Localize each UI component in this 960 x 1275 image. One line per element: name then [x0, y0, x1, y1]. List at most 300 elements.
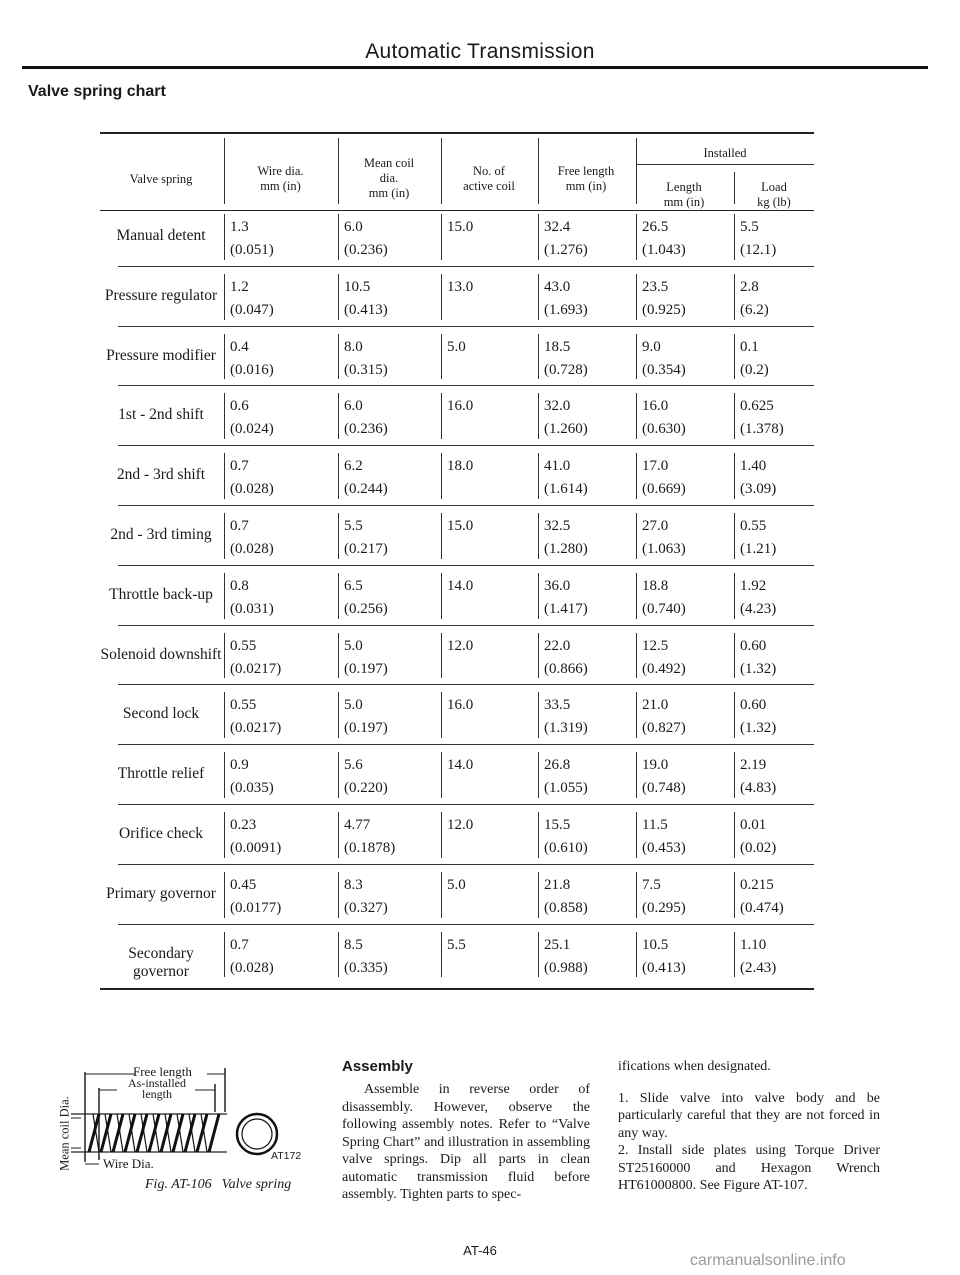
free-length-label: Free length [133, 1064, 192, 1079]
cell-free [544, 694, 588, 740]
column-divider [441, 453, 442, 499]
cell-coil-line: (0.197) [344, 720, 388, 737]
cell-active: 16.0 [447, 398, 474, 415]
cell-free-line: 32.4 [544, 219, 571, 235]
cell-wire-line: 0.4 [230, 338, 249, 355]
cell-coil-line: 8.0 [344, 338, 363, 355]
cell-coil-line: (0.236) [344, 421, 388, 438]
cell-wire [230, 874, 281, 920]
cell-load [740, 635, 776, 681]
column-divider [636, 274, 637, 320]
column-divider [441, 334, 442, 380]
cell-length [642, 874, 686, 920]
section-title: Valve spring chart [28, 83, 166, 100]
cell-wire [230, 575, 274, 621]
cell-length-line: (0.453) [642, 840, 686, 856]
cell-free [544, 515, 588, 561]
row-label: Second lock [122, 705, 200, 723]
watermark: carmanualsonline.info [690, 1252, 846, 1269]
column-divider [224, 932, 225, 978]
cell-length [642, 515, 686, 561]
header-free-length-line1: Free length [557, 164, 615, 178]
cell-length [642, 455, 686, 501]
header-mean-coil-line1: Mean coil [363, 156, 415, 170]
cell-wire [230, 515, 274, 561]
header-length-line2: mm (in) [663, 195, 705, 209]
cell-load-line: (1.32) [740, 720, 777, 737]
cell-free [544, 754, 588, 800]
header-length-line1: Length [666, 180, 702, 194]
cell-wire-line: 0.7 [230, 458, 249, 475]
column-divider [441, 513, 442, 559]
cell-load-line: 2.19 [740, 757, 767, 774]
cell-wire-line: 0.8 [230, 577, 249, 594]
cell-coil-line: 6.5 [344, 577, 363, 594]
cell-free [544, 934, 588, 980]
cell-coil-line: 8.5 [344, 936, 363, 953]
cell-load [740, 216, 776, 262]
cell-length-line: (0.827) [642, 720, 686, 737]
column-divider [734, 453, 735, 499]
installed-length-label-line2: length [142, 1087, 172, 1101]
cell-wire-line: (0.016) [230, 361, 274, 378]
column-divider [538, 513, 539, 559]
cell-coil-line: 10.5 [344, 278, 371, 295]
column-divider [538, 573, 539, 619]
cell-free-line: (0.728) [544, 361, 588, 378]
cell-load-line: (12.1) [740, 242, 777, 258]
cell-wire-line: 1.3 [230, 219, 249, 235]
cell-length [642, 276, 686, 322]
installed-length-label [117, 1078, 197, 1100]
cell-free-line: (0.610) [544, 840, 588, 856]
cell-load-line: (6.2) [740, 301, 769, 318]
page-number: AT-46 [463, 1243, 497, 1258]
row-separator [118, 804, 814, 805]
valve-spring-figure [55, 1052, 325, 1222]
cell-load [740, 276, 769, 322]
column-divider [636, 214, 637, 260]
cell-length-line: 21.0 [642, 697, 669, 714]
header-rule [22, 66, 928, 69]
cell-load-line: 1.40 [740, 458, 767, 475]
header-load [734, 180, 814, 210]
cell-coil [344, 515, 388, 561]
cell-free-line: (1.280) [544, 541, 588, 557]
header-installed: Installed [703, 146, 747, 160]
column-divider [636, 692, 637, 738]
cell-wire-line: (0.0217) [230, 660, 282, 677]
header-wire-dia-line2: mm (in) [260, 179, 301, 193]
cell-load-line: (4.23) [740, 600, 777, 617]
column-divider [734, 393, 735, 439]
cell-coil-line: 5.0 [344, 637, 363, 654]
row-separator [118, 505, 814, 506]
column-divider [636, 932, 637, 978]
cell-length [642, 395, 686, 441]
cell-wire [230, 694, 281, 740]
column-divider [441, 872, 442, 918]
row-label: Secondary governor [128, 944, 194, 980]
cell-active: 13.0 [447, 278, 474, 295]
cell-length-line: (0.413) [642, 959, 686, 976]
column-divider [338, 214, 339, 260]
column-divider [224, 274, 225, 320]
cell-free [544, 395, 588, 441]
cell-active: 15.0 [447, 518, 474, 534]
continuation-text: ifications when designated. [618, 1059, 771, 1074]
cell-free-line: (1.319) [544, 720, 588, 737]
header-active-coil-line2: active coil [463, 179, 515, 193]
cell-active: 12.0 [447, 817, 474, 833]
installed-length-label-line1: As-installed [128, 1076, 186, 1090]
cell-length-line: 12.5 [642, 637, 669, 654]
header-divider [734, 172, 735, 204]
cell-length-line: 18.8 [642, 577, 669, 594]
column-divider [734, 214, 735, 260]
cell-length-line: (0.740) [642, 600, 686, 617]
cell-load [740, 874, 784, 920]
row-label: Manual detent [116, 227, 206, 244]
cell-coil-line: 5.0 [344, 697, 363, 714]
column-divider [734, 633, 735, 679]
column-divider [538, 692, 539, 738]
cell-wire-line: (0.0177) [230, 899, 282, 916]
cell-coil-line: 5.5 [344, 518, 363, 534]
column-divider [734, 932, 735, 978]
column-divider [441, 932, 442, 978]
column-divider [538, 453, 539, 499]
header-divider [224, 138, 225, 204]
header-load-line1: Load [761, 180, 787, 194]
row-separator [118, 326, 814, 327]
column-divider [224, 573, 225, 619]
cell-wire-line: 0.7 [230, 936, 249, 953]
wire-dia-label: Wire Dia. [103, 1156, 154, 1171]
row-separator [118, 565, 814, 566]
cell-wire-line: 0.55 [230, 697, 257, 714]
cell-coil-line: (0.217) [344, 541, 388, 557]
cell-load-line: (3.09) [740, 481, 777, 498]
cell-active: 14.0 [447, 757, 474, 774]
cell-wire [230, 934, 274, 980]
header-bottom-rule [100, 210, 814, 211]
cell-wire-line: (0.028) [230, 481, 274, 498]
cell-coil [344, 874, 388, 920]
cell-length [642, 575, 686, 621]
cell-load [740, 336, 769, 382]
cell-length-line: (0.630) [642, 421, 686, 438]
cell-wire-line: (0.031) [230, 600, 274, 617]
cell-load-line: (1.21) [740, 541, 777, 557]
cell-free [544, 814, 588, 860]
cell-load-line: (1.32) [740, 660, 777, 677]
cell-free-line: (1.417) [544, 600, 588, 617]
cell-coil-line: 5.6 [344, 757, 363, 774]
cell-wire-line: 1.2 [230, 278, 249, 295]
cell-active: 5.0 [447, 338, 466, 355]
column-divider [441, 633, 442, 679]
column-divider [636, 812, 637, 858]
cell-load-line: (0.2) [740, 361, 769, 378]
column-divider [636, 334, 637, 380]
row-separator [118, 864, 814, 865]
cell-coil [344, 395, 388, 441]
cell-wire [230, 754, 274, 800]
cell-free-line: 32.5 [544, 518, 571, 534]
cell-free-line: (0.858) [544, 899, 588, 916]
header-mean-coil [338, 156, 440, 201]
page-header-title: Automatic Transmission [365, 40, 595, 63]
row-label: Primary governor [106, 884, 216, 902]
cell-active: 16.0 [447, 697, 474, 714]
cell-wire-line: (0.0091) [230, 840, 282, 856]
cell-wire-line: 0.7 [230, 518, 249, 534]
column-divider [538, 334, 539, 380]
cell-load [740, 814, 776, 860]
column-divider [636, 752, 637, 798]
assembly-column [342, 1081, 590, 1204]
row-separator [118, 266, 814, 267]
cell-wire-line: (0.024) [230, 421, 274, 438]
header-divider [538, 138, 539, 204]
header-mean-coil-line2: dia. [379, 171, 399, 185]
cell-coil [344, 455, 388, 501]
header-mean-coil-line3: mm (in) [368, 186, 410, 200]
column-divider [338, 872, 339, 918]
row-label: Pressure modifier [106, 346, 216, 364]
row-separator [118, 385, 814, 386]
cell-coil [344, 575, 388, 621]
column-divider [734, 872, 735, 918]
figure-caption-id: Fig. AT-106 [145, 1177, 212, 1192]
cell-free-line: (1.276) [544, 242, 588, 258]
column-divider [538, 872, 539, 918]
cell-length-line: (1.043) [642, 242, 686, 258]
cell-length-line: (0.925) [642, 301, 686, 318]
column-divider [338, 752, 339, 798]
cell-length [642, 336, 686, 382]
cell-wire-line: 0.23 [230, 817, 257, 833]
cell-load-line: (2.43) [740, 959, 777, 976]
right-column [618, 1058, 880, 1195]
column-divider [538, 812, 539, 858]
cell-free [544, 575, 588, 621]
header-valve-spring: Valve spring [129, 172, 193, 186]
cell-load-line: 0.60 [740, 637, 767, 654]
header-wire-dia [224, 164, 337, 194]
column-divider [338, 932, 339, 978]
cell-length-line: (0.354) [642, 361, 686, 378]
installed-header-rule [636, 164, 814, 165]
cell-load-line: 0.215 [740, 876, 774, 893]
column-divider [224, 872, 225, 918]
cell-length [642, 216, 686, 262]
column-divider [538, 393, 539, 439]
column-divider [636, 393, 637, 439]
cell-free-line: (1.260) [544, 421, 588, 438]
cell-length-line: 27.0 [642, 518, 669, 534]
column-divider [338, 513, 339, 559]
cell-active: 5.5 [447, 936, 466, 953]
cell-load-line: (0.474) [740, 899, 784, 916]
cell-wire-line: 0.45 [230, 876, 257, 893]
cell-load-line: 0.60 [740, 697, 767, 714]
column-divider [224, 453, 225, 499]
cell-free-line: 41.0 [544, 458, 571, 475]
note-item-1: 1. Slide valve into valve body and be particularly careful that they are not forced in any way. [618, 1090, 880, 1141]
cell-length-line: (0.492) [642, 660, 686, 677]
cell-wire [230, 216, 274, 262]
column-divider [224, 752, 225, 798]
row-label: 2nd - 3rd shift [116, 466, 206, 484]
cell-free [544, 874, 588, 920]
column-divider [441, 393, 442, 439]
row-label: Pressure regulator [104, 286, 218, 304]
assembly-paragraph: Assemble in reverse order of disassembly. However, observe the following assembly notes. Refer to “Valve Spring Chart” and illustration in assembling valve springs. Dip all parts in clean automatic transmission fluid before assembly. Tighten parts to spec- [342, 1082, 590, 1202]
cell-coil [344, 754, 388, 800]
column-divider [441, 812, 442, 858]
cell-wire [230, 395, 274, 441]
cell-free-line: 26.8 [544, 757, 571, 774]
cell-coil [344, 694, 388, 740]
cell-wire [230, 276, 274, 322]
cell-free-line: (0.866) [544, 660, 588, 677]
cell-load-line: 1.92 [740, 577, 767, 594]
cell-coil [344, 276, 388, 322]
column-divider [734, 513, 735, 559]
cell-length-line: 10.5 [642, 936, 669, 953]
cell-coil-line: (0.327) [344, 899, 388, 916]
cell-free [544, 276, 588, 322]
cell-free-line: 25.1 [544, 936, 571, 953]
row-separator [118, 924, 814, 925]
cell-length-line: 23.5 [642, 278, 669, 295]
column-divider [636, 573, 637, 619]
cell-wire-line: (0.035) [230, 780, 274, 797]
cell-load [740, 455, 776, 501]
column-divider [441, 573, 442, 619]
cell-free-line: 21.8 [544, 876, 571, 893]
cell-coil-line: (0.256) [344, 600, 388, 617]
header-length [636, 180, 732, 210]
column-divider [734, 812, 735, 858]
row-label: Solenoid downshift [100, 645, 222, 663]
cell-length-line: 16.0 [642, 398, 669, 415]
cell-coil-line: (0.1878) [344, 840, 396, 856]
cell-load-line: 1.10 [740, 936, 767, 953]
cell-coil-line: (0.335) [344, 959, 388, 976]
note-item-2: 2. Install side plates using Torque Driver ST25160000 and Hexagon Wrench HT61000800. See Figure AT-107. [618, 1143, 880, 1193]
column-divider [224, 513, 225, 559]
cell-wire-line: (0.0217) [230, 720, 282, 737]
figure-caption-text: Valve spring [221, 1177, 292, 1192]
column-divider [538, 633, 539, 679]
cell-load-line: (1.378) [740, 421, 784, 438]
cell-free-line: 32.0 [544, 398, 571, 415]
cell-free-line: (1.055) [544, 780, 588, 797]
cell-wire [230, 635, 281, 681]
header-wire-dia-line1: Wire dia. [257, 164, 304, 178]
cell-coil-line: 6.0 [344, 398, 363, 415]
mean-coil-dia-label: Mean coil Dia. [57, 1096, 72, 1171]
cell-wire-line: (0.051) [230, 242, 274, 258]
column-divider [441, 274, 442, 320]
cell-load [740, 754, 776, 800]
header-free-length [538, 164, 634, 194]
cell-free-line: 36.0 [544, 577, 571, 594]
cell-free-line: 18.5 [544, 338, 571, 355]
cell-load [740, 515, 776, 561]
column-divider [338, 274, 339, 320]
cell-load [740, 575, 776, 621]
column-divider [338, 633, 339, 679]
row-label: Orifice check [119, 825, 203, 842]
cell-coil [344, 635, 388, 681]
cell-length-line: (0.669) [642, 481, 686, 498]
cell-wire-line: 0.6 [230, 398, 249, 415]
cell-load [740, 694, 776, 740]
figure-caption [145, 1177, 301, 1193]
row-label: Throttle relief [117, 765, 205, 783]
cell-wire-line: 0.55 [230, 637, 257, 654]
column-divider [734, 274, 735, 320]
column-divider [538, 214, 539, 260]
header-free-length-line2: mm (in) [565, 179, 607, 193]
cell-coil [344, 336, 388, 382]
cell-coil [344, 216, 388, 262]
cell-wire-line: (0.047) [230, 301, 274, 318]
cell-active: 15.0 [447, 219, 474, 235]
cell-length-line: 7.5 [642, 876, 661, 893]
column-divider [224, 692, 225, 738]
cell-load-line: (0.02) [740, 840, 777, 856]
cell-length-line: (0.748) [642, 780, 686, 797]
cell-length-line: 19.0 [642, 757, 669, 774]
cell-free [544, 336, 588, 382]
cell-load-line: 0.625 [740, 398, 774, 415]
cell-free-line: (0.988) [544, 959, 588, 976]
cell-free-line: 22.0 [544, 637, 571, 654]
cell-wire [230, 336, 274, 382]
column-divider [538, 932, 539, 978]
column-divider [734, 334, 735, 380]
cell-coil-line: 6.0 [344, 219, 363, 235]
column-divider [224, 214, 225, 260]
column-divider [224, 812, 225, 858]
column-divider [636, 633, 637, 679]
column-divider [636, 872, 637, 918]
cell-coil [344, 934, 388, 980]
header-divider [441, 138, 442, 204]
column-divider [224, 633, 225, 679]
cell-load [740, 395, 784, 441]
column-divider [538, 752, 539, 798]
cell-load-line: 0.01 [740, 817, 767, 833]
cell-free-line: (1.693) [544, 301, 588, 318]
row-label: 2nd - 3rd timing [110, 526, 212, 543]
header-load-line2: kg (lb) [757, 195, 791, 209]
cell-length [642, 814, 686, 860]
figure-code: AT172 [271, 1150, 302, 1162]
cell-free-line: 33.5 [544, 697, 571, 714]
cell-coil-line: 8.3 [344, 876, 363, 893]
header-divider [636, 138, 637, 204]
cell-coil-line: (0.220) [344, 780, 388, 797]
column-divider [338, 573, 339, 619]
cell-wire-line: (0.028) [230, 959, 274, 976]
cell-length [642, 754, 686, 800]
